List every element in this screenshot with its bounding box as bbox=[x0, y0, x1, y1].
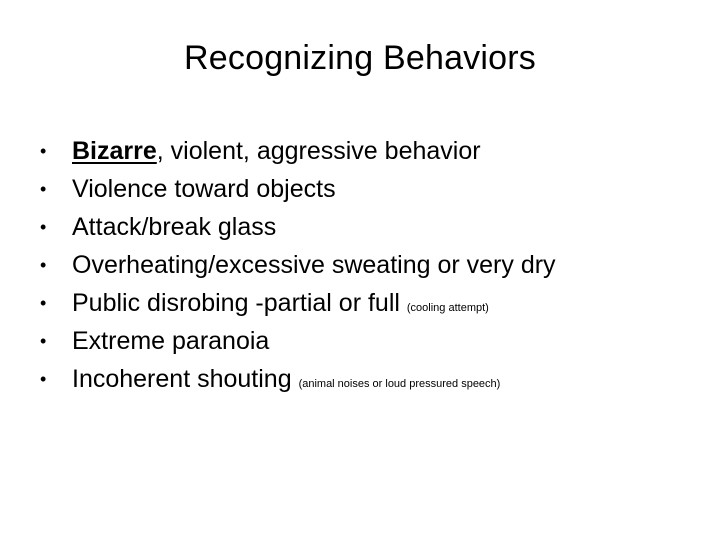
bullet-text bbox=[72, 322, 269, 360]
bullet-body: Incoherent shouting bbox=[72, 365, 299, 393]
bullet-text bbox=[72, 246, 556, 284]
bullet-body: Attack/break glass bbox=[72, 213, 277, 241]
bullet-text bbox=[72, 170, 336, 208]
bullet-dot-icon: • bbox=[40, 369, 47, 389]
bullet-emphasis: Bizarre bbox=[72, 137, 157, 165]
bullet-note: (cooling attempt) bbox=[406, 302, 489, 314]
bullet-body: , violent, aggressive behavior bbox=[156, 137, 481, 165]
bullet-dot-icon: • bbox=[40, 141, 47, 161]
bullet-text bbox=[72, 132, 481, 170]
bullet-body: Extreme paranoia bbox=[72, 327, 270, 355]
bullet-body: Overheating/excessive sweating or very dry bbox=[72, 251, 556, 279]
slide-title: Recognizing Behaviors bbox=[184, 39, 536, 77]
bullet-body: Violence toward objects bbox=[72, 175, 336, 203]
bullet-dot-icon: • bbox=[40, 255, 47, 275]
bullet-text bbox=[72, 284, 489, 327]
bullet-dot-icon: • bbox=[40, 331, 47, 351]
bullet-text bbox=[72, 360, 500, 403]
bullet-note: (animal noises or loud pressured speech) bbox=[298, 378, 501, 390]
bullet-dot-icon: • bbox=[40, 293, 47, 313]
bullet-body: Public disrobing -partial or full bbox=[72, 289, 407, 317]
bullet-dot-icon: • bbox=[40, 179, 47, 199]
bullet-dot-icon: • bbox=[40, 217, 47, 237]
bullet-text bbox=[72, 208, 276, 246]
